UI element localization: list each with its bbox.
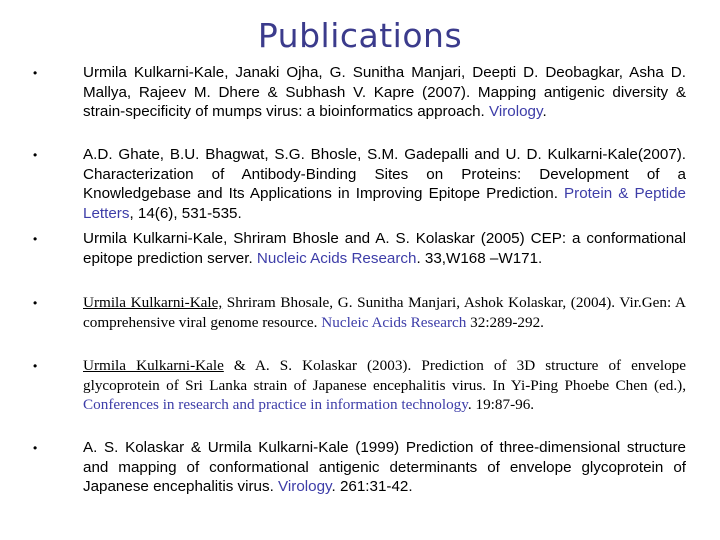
publication-citation bbox=[83, 356, 686, 415]
citation-text: A. S. Kolaskar & Urmila Kulkarni-Kale (1999) Prediction of three-dimensional structure and mapping of conformational antigenic determinants of envelope glycoprotein of Japanese encephalitis virus. bbox=[83, 439, 686, 495]
slide-title: Publications bbox=[257, 16, 463, 55]
citation-text: Urmila Kulkarni-Kale, Shriram Bhosle and A. S. Kolaskar (2005) CEP: a conformational epitope prediction server. bbox=[83, 230, 686, 267]
citation-text: Urmila Kulkarni-Kale, Janaki Ojha, G. Sunitha Manjari, Deepti D. Deobagkar, Asha D. Mallya, Rajeev M. Dhere & Subhash V. Kapre (2007). Mapping antigenic diversity & strain-specificity of mumps virus: a bioinformatics approach. bbox=[83, 64, 686, 120]
citation-text: A.D. Ghate, B.U. Bhagwat, S.G. Bhosle, S.M. Gadepalli and U. D. Kulkarni-Kale(2007). Characterization of Antibody-Binding Sites on Proteins: Development of a Knowledgebase and Its Applications in Improving Epitope Prediction. bbox=[83, 146, 686, 202]
journal-name: Virology bbox=[278, 478, 332, 495]
bullet-icon: • bbox=[33, 148, 38, 162]
bullet-icon: • bbox=[33, 359, 38, 373]
publication-citation bbox=[83, 63, 686, 122]
citation-tail: 32:289-292. bbox=[466, 313, 544, 331]
journal-name: Conferences in research and practice in information technology bbox=[83, 396, 468, 413]
citation-tail: . 33,W168 –W171. bbox=[416, 249, 543, 267]
citation-tail: . bbox=[542, 103, 547, 120]
journal-name: Protein & Peptide Letters bbox=[83, 185, 686, 222]
publication-citation bbox=[83, 145, 686, 223]
publication-citation bbox=[83, 229, 686, 268]
journal-name: Nucleic Acids Research bbox=[256, 249, 417, 267]
citation-text: Shriram Bhosale, G. Sunitha Manjari, Ashok Kolaskar, (2004). Vir.Gen: A comprehensive viral genome resource. bbox=[83, 294, 686, 331]
journal-name: Virology bbox=[489, 103, 543, 120]
citation-tail: . 19:87-96. bbox=[467, 396, 535, 413]
publication-citation bbox=[83, 293, 686, 332]
citation-tail: , 14(6), 531-535. bbox=[129, 204, 242, 222]
citation-text: & A. S. Kolaskar (2003). Prediction of 3D structure of envelope glycoprotein of Sri Lanka strain of Japanese encephalitis virus. In Yi-Ping Phoebe Chen (ed.), bbox=[83, 357, 686, 394]
bullet-icon: • bbox=[33, 441, 38, 455]
citation-tail: . 261:31-42. bbox=[331, 478, 413, 495]
journal-name: Nucleic Acids Research bbox=[321, 313, 467, 331]
publication-citation bbox=[83, 438, 686, 497]
bullet-icon: • bbox=[33, 66, 38, 80]
bullet-icon: • bbox=[33, 296, 38, 310]
bullet-icon: • bbox=[33, 232, 38, 246]
author-underlined: Urmila Kulkarni-Kale bbox=[83, 357, 224, 374]
author-underlined: Urmila Kulkarni-Kale, bbox=[83, 294, 223, 311]
